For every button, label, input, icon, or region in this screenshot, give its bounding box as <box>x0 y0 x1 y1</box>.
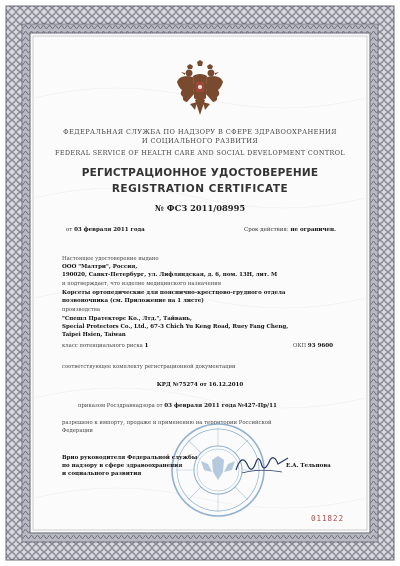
handwritten-signature-icon <box>232 448 292 478</box>
manufacturer-line1: "Спешл Пратекторс Ко., Лтд.", Тайвань, <box>62 316 192 322</box>
certificate-title-ru: РЕГИСТРАЦИОННОЕ УДОСТОВЕРЕНИЕ <box>81 167 319 179</box>
holder-name: ООО "Малтри", Россия, <box>62 264 138 270</box>
compliance-text: соответствующее комплекту регистрационной документации <box>62 364 236 370</box>
validity-label: Срок действия: <box>244 227 289 233</box>
holder-address: 190020, Санкт-Петербург, ул. Лифляндская, д. 6, пом. 13Н, лит. М <box>62 272 278 278</box>
krd-reference: КРД №75274 от 16.12.2010 <box>156 382 244 388</box>
serial-number: 011822 <box>311 514 345 523</box>
order-prefix: приказом Росздравнадзора от <box>78 403 163 409</box>
manufacturer-label: производства <box>62 307 100 313</box>
issue-date <box>66 227 145 233</box>
risk-class-value: 1 <box>144 343 149 349</box>
okp-code <box>293 343 333 349</box>
product-name-line2: позвоночника (см. Приложение на 1 листе) <box>62 298 204 304</box>
agency-name-en: FEDERAL SERVICE OF HEALTH CARE AND SOCIAL DEVELOPMENT CONTROL <box>54 149 345 157</box>
risk-class-label: класс потенциального риска <box>62 343 143 349</box>
product-label: и подтверждает, что изделие медицинского назначения <box>62 281 222 287</box>
manufacturer-line3: Taipei Hsien, Taiwan <box>62 332 126 338</box>
validity <box>244 227 336 233</box>
issue-date-prefix: от <box>66 227 73 233</box>
issue-date-value: 03 февраля 2011 года <box>74 227 145 233</box>
risk-class <box>62 343 148 349</box>
okp-value: 93 9600 <box>307 343 334 349</box>
order-number: №427-Пр/11 <box>237 403 277 409</box>
signatory-title-line1: Врио руководителя Федеральной службы <box>62 455 198 461</box>
validity-value: не ограничен. <box>290 227 336 233</box>
signatory-name: Е.А. Тельнова <box>286 463 331 469</box>
agency-name-ru-line1: ФЕДЕРАЛЬНАЯ СЛУЖБА ПО НАДЗОРУ В СФЕРЕ ЗДРАВООХРАНЕНИЯ <box>63 128 337 136</box>
signatory-title-line3: и социального развития <box>62 471 142 477</box>
permission-line2: Федерации <box>62 428 93 434</box>
order-date: 03 февраля 2011 года <box>164 403 237 409</box>
holder-label: Настоящее удостоверение выдано <box>62 256 159 262</box>
order-line <box>78 403 277 409</box>
okp-label: ОКП <box>293 343 307 349</box>
agency-name-ru-line2: И СОЦИАЛЬНОГО РАЗВИТИЯ <box>141 137 259 145</box>
double-headed-eagle-icon <box>176 60 224 118</box>
signatory-title-line2: по надзору в сфере здравоохранения <box>62 463 183 469</box>
permission-line1: разрешено к импорту, продаже и применению на территории Российской <box>62 420 272 426</box>
product-name-line1: Корсеты ортопедические для пояснично-крестцово-грудного отдела <box>62 290 286 296</box>
manufacturer-line2: Special Protectors Co., Ltd., 67-3 Chich Yu Keng Road, Ruey Fang Cheng, <box>62 324 289 330</box>
certificate-number: № ФСЗ 2011/08995 <box>154 203 246 213</box>
certificate-title-en: REGISTRATION CERTIFICATE <box>111 183 289 195</box>
